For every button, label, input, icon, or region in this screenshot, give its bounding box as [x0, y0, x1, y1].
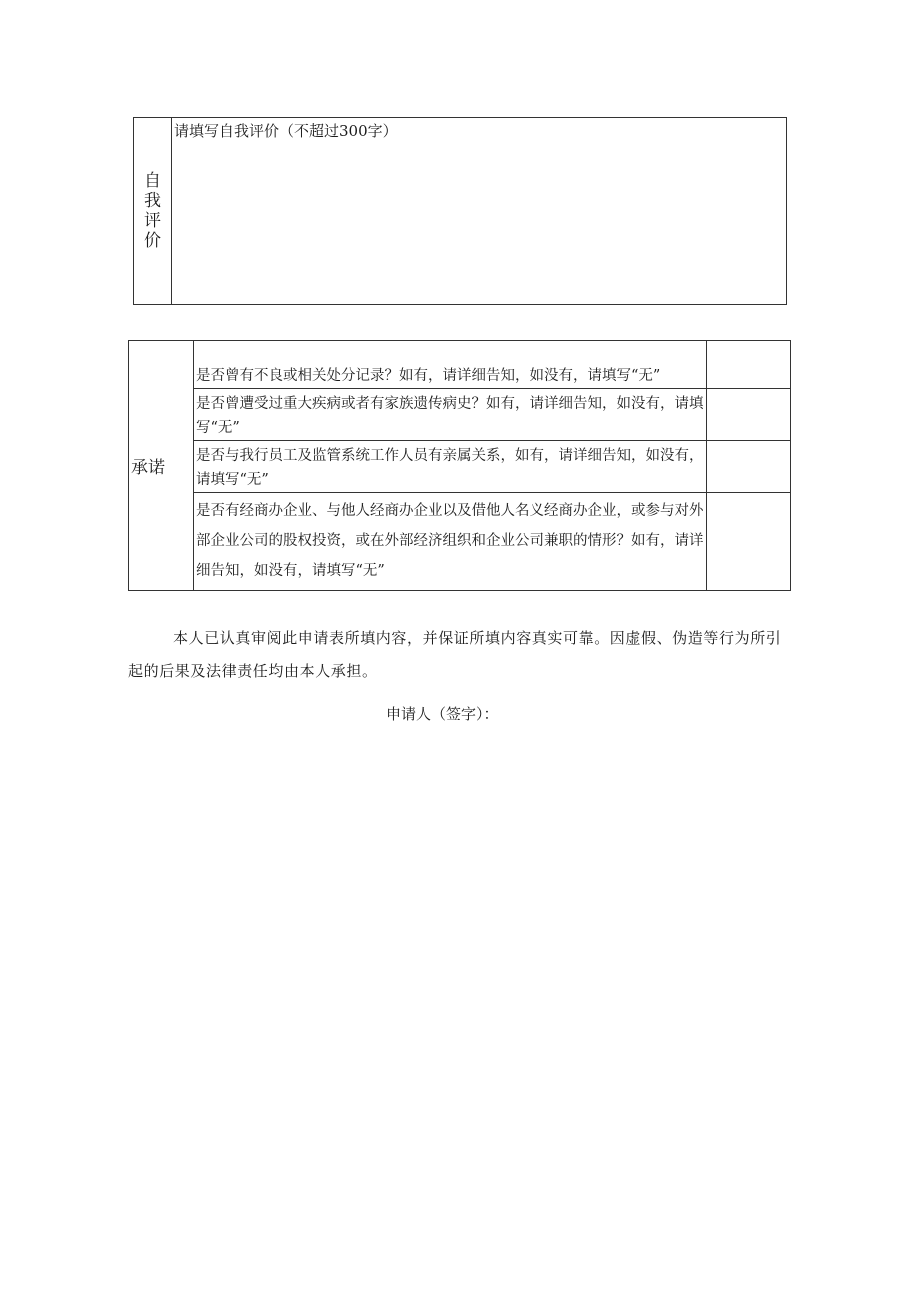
label-char: 我	[144, 191, 161, 211]
table-row	[129, 341, 791, 389]
commitment-table	[128, 340, 791, 591]
commitment-question-1: 是否曾有不良或相关处分记录？如有，请详细告知，如没有，请填写“无”	[194, 341, 707, 389]
table-row	[129, 441, 791, 493]
table-row	[129, 493, 791, 591]
label-char: 评	[144, 211, 161, 231]
commitment-answer-4[interactable]	[707, 493, 791, 591]
commitment-answer-1[interactable]	[707, 341, 791, 389]
commitment-question-4: 是否有经商办企业、与他人经商办企业以及借他人名义经商办企业，或参与对外部企业公司的股权投资，或在外部经济组织和企业公司兼职的情形？如有，请详细告知，如没有，请填写“无”	[194, 493, 707, 591]
self-evaluation-label	[134, 118, 172, 305]
commitment-question-2: 是否曾遭受过重大疾病或者有家族遗传病史？如有，请详细告知，如没有，请填写“无”	[194, 389, 707, 441]
commitment-answer-2[interactable]	[707, 389, 791, 441]
label-char: 自	[144, 171, 161, 191]
self-evaluation-table	[133, 117, 787, 305]
self-evaluation-prompt: 请填写自我评价（不超过300字）	[174, 122, 398, 140]
declaration-statement: 本人已认真审阅此申请表所填内容，并保证所填内容真实可靠。因虚假、伪造等行为所引起的后果及法律责任均由本人承担。	[128, 629, 782, 680]
commitment-label: 承诺	[129, 341, 194, 591]
table-row	[129, 389, 791, 441]
self-evaluation-field[interactable]	[172, 118, 787, 305]
signature-label: 申请人（签字）：	[386, 705, 499, 723]
commitment-question-3: 是否与我行员工及监管系统工作人员有亲属关系，如有，请详细告知，如没有，请填写“无”	[194, 441, 707, 493]
commitment-answer-3[interactable]	[707, 441, 791, 493]
label-char: 价	[144, 231, 161, 251]
